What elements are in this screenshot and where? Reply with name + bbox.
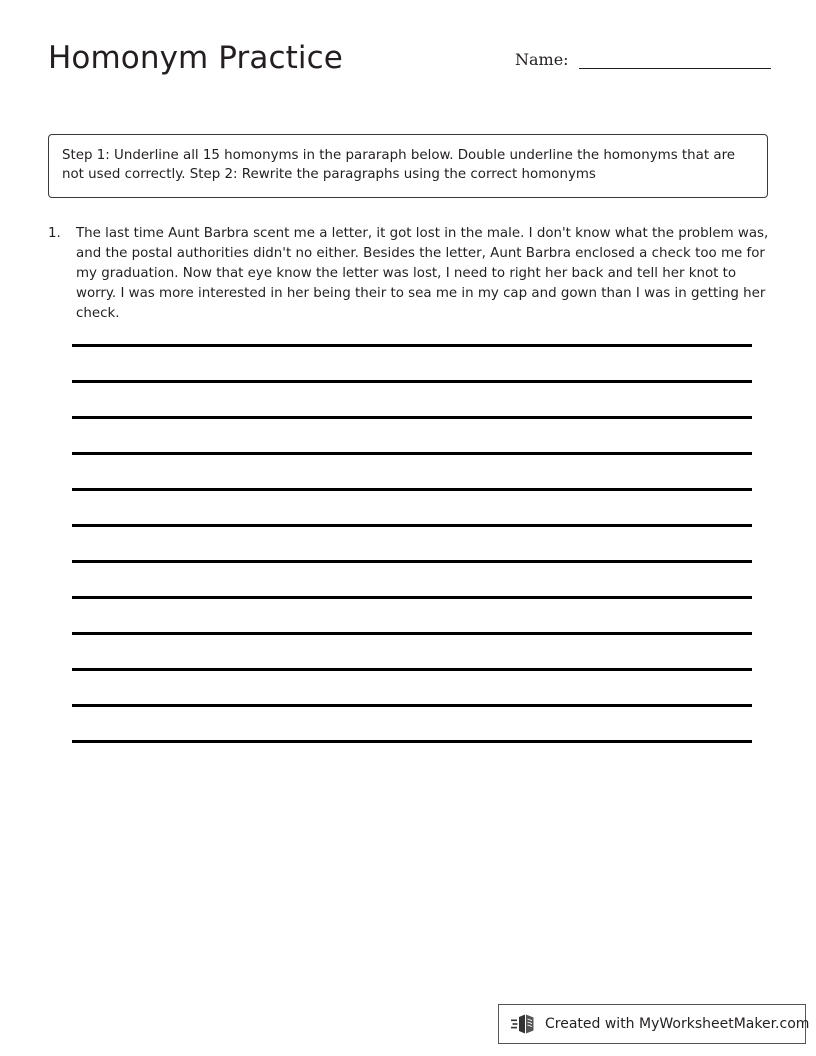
answer-line[interactable] [72,380,752,383]
answer-lines-area [72,344,752,743]
answer-line[interactable] [72,452,752,455]
answer-line[interactable] [72,488,752,491]
answer-line[interactable] [72,632,752,635]
name-label: Name: [515,50,569,69]
answer-line[interactable] [72,524,752,527]
question-paragraph: The last time Aunt Barbra scent me a letter, it got lost in the male. I don't know what the problem was, and the postal authorities didn't no either. Besides the letter, Aunt Barbra enclosed a check too me for my graduation. Now that eye know the letter was lost, I need to right her back and tell her knot to worry. I was more interested in her being their to sea me in my cap and gown than I was in getting her check. [76,226,769,322]
footer-attribution-text: Created with MyWorksheetMaker.com [545,1016,810,1032]
answer-line[interactable] [72,344,752,347]
page-title: Homonym Practice [48,40,343,76]
name-input-line[interactable] [579,68,771,69]
worksheet-maker-logo-icon [511,1013,537,1035]
answer-line[interactable] [72,560,752,563]
answer-line[interactable] [72,596,752,599]
instructions-text: Step 1: Underline all 15 homonyms in the pararaph below. Double underline the homonyms that are not used correctly. Step 2: Rewrite the paragraphs using the correct homonyms [62,148,736,183]
question-number: 1. [48,226,61,241]
instructions-box [48,134,768,198]
footer-attribution-badge[interactable] [498,1004,810,1044]
answer-line[interactable] [72,704,752,707]
answer-line[interactable] [72,740,752,743]
name-field-group [515,52,771,70]
answer-line[interactable] [72,416,752,419]
question-item [48,224,770,325]
worksheet-header [0,40,816,96]
answer-line[interactable] [72,668,752,671]
